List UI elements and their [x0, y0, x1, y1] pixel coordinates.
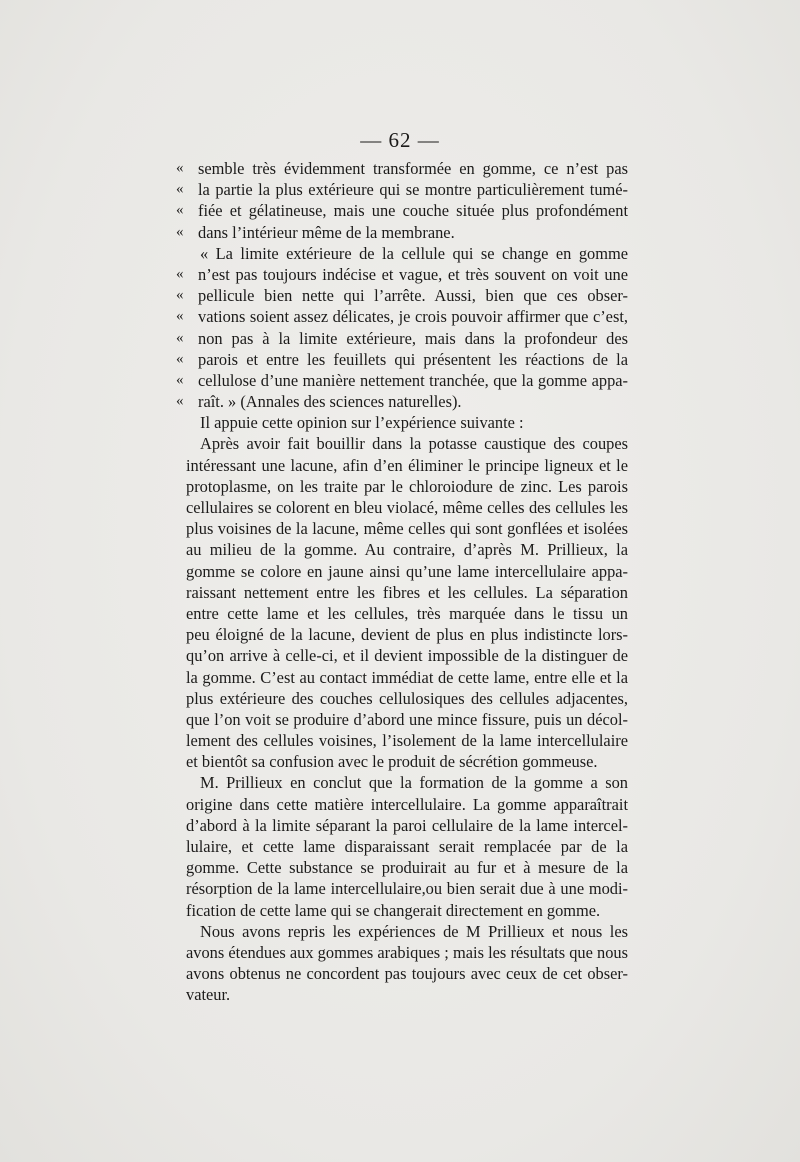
text-line	[176, 200, 628, 221]
line-text: vations soient assez délicates, je crois pouvoir affirmer que c’est,	[198, 307, 628, 327]
text-line	[176, 370, 628, 391]
line-text: origine dans cette matière intercellulaire. La gomme apparaîtrait	[186, 794, 628, 814]
text-line	[176, 391, 628, 412]
quote-mark: «	[176, 287, 184, 304]
line-text: et bientôt sa confusion avec le produit de sécrétion gommeuse.	[186, 752, 598, 772]
line-text: résorption de la lame intercellulaire,ou bien serait due à une modi-	[186, 879, 628, 899]
body-text	[176, 158, 628, 1006]
quote-mark: «	[176, 371, 184, 388]
quote-mark: «	[176, 393, 184, 410]
line-text: entre cette lame et les cellules, très marquée dans le tissu un	[186, 603, 628, 623]
text-line	[176, 306, 628, 327]
line-text: n’est pas toujours indécise et vague, et très souvent on voit une	[198, 264, 628, 284]
line-text: raît. » (Annales des sciences naturelles).	[198, 392, 462, 412]
quote-mark: «	[176, 202, 184, 219]
text-line	[186, 582, 628, 603]
quote-mark: «	[176, 350, 184, 367]
line-text: la gomme. C’est au contact immédiat de cette lame, entre elle et la	[186, 667, 628, 687]
line-text: vateur.	[186, 985, 231, 1005]
text-line	[176, 158, 628, 179]
text-line	[186, 900, 628, 921]
text-line	[176, 179, 628, 200]
text-line	[186, 518, 628, 539]
line-text: dans l’intérieur même de la membrane.	[198, 222, 455, 242]
text-line	[186, 815, 628, 836]
line-text: parois et entre les feuillets qui présentent les réactions de la	[198, 349, 628, 369]
quote-mark: «	[176, 329, 184, 346]
line-text: avons obtenus ne concordent pas toujours avec ceux de cet obser-	[186, 964, 628, 984]
line-text: « La limite extérieure de la cellule qui se change en gomme	[200, 243, 628, 263]
line-text: lement des cellules voisines, l’isolement de la lame intercellulaire	[186, 731, 628, 751]
line-text: non pas à la limite extérieure, mais dans la profondeur des	[198, 328, 628, 348]
text-line	[176, 349, 628, 370]
line-text: Après avoir fait bouillir dans la potasse caustique des coupes	[200, 434, 628, 454]
line-text: pellicule bien nette qui l’arrête. Aussi, bien que ces obser-	[198, 286, 628, 306]
text-line	[186, 730, 628, 751]
line-text: fication de cette lame qui se changerait directement en gomme.	[186, 900, 601, 920]
text-line	[186, 243, 628, 264]
line-text: semble très évidemment transformée en gomme, ce n’est pas	[198, 159, 628, 178]
text-line	[176, 285, 628, 306]
line-text: Nous avons repris les expériences de M Prillieux et nous les	[200, 921, 628, 941]
line-text: plus voisines de la lacune, même celles qui sont gonflées et isolées	[186, 519, 628, 539]
line-text: fiée et gélatineuse, mais une couche située plus profondément	[198, 201, 628, 221]
quote-mark: «	[176, 223, 184, 240]
line-text: que l’on voit se produire d’abord une mince fissure, puis un décol-	[186, 709, 628, 729]
line-text: Il appuie cette opinion sur l’expérience suivante :	[200, 413, 524, 433]
text-line	[186, 667, 628, 688]
line-text: raissant nettement entre les fibres et les cellules. La séparation	[186, 582, 628, 602]
line-text: au milieu de la gomme. Au contraire, d’après M. Prillieux, la	[186, 540, 628, 560]
text-line	[186, 921, 628, 942]
line-text: la partie la plus extérieure qui se montre particulièrement tumé-	[198, 180, 628, 200]
quote-mark: «	[176, 265, 184, 282]
quote-mark: «	[176, 181, 184, 198]
line-text: avons étendues aux gommes arabiques ; mais les résultats que nous	[186, 942, 628, 962]
text-line	[186, 455, 628, 476]
text-line	[176, 328, 628, 349]
text-line	[186, 794, 628, 815]
text-line	[186, 624, 628, 645]
quote-mark: «	[176, 308, 184, 325]
text-line	[186, 688, 628, 709]
page-number: — 62 —	[360, 128, 440, 152]
text-line	[186, 476, 628, 497]
line-text: qu’on arrive à celle-ci, et il devient impossible de la distinguer de	[186, 646, 628, 666]
line-text: M. Prillieux en conclut que la formation de la gomme a son	[200, 773, 628, 793]
text-line	[186, 709, 628, 730]
text-line	[186, 878, 628, 899]
text-line	[186, 645, 628, 666]
text-line	[186, 412, 628, 433]
text-line	[176, 222, 628, 243]
text-line	[186, 561, 628, 582]
text-line	[186, 433, 628, 454]
line-text: peu éloigné de la lacune, devient de plus en plus indistincte lors-	[186, 625, 628, 645]
line-text: d’abord à la limite séparant la paroi cellulaire de la lame intercel-	[186, 815, 628, 835]
text-line	[186, 857, 628, 878]
line-text: gomme se colore en jaune ainsi qu’une lame intercellulaire appa-	[186, 561, 628, 581]
text-line	[186, 539, 628, 560]
quote-mark: «	[176, 160, 184, 176]
line-text: cellulose d’une manière nettement tranchée, que la gomme appa-	[198, 370, 628, 390]
text-line	[186, 984, 628, 1005]
text-line	[186, 497, 628, 518]
line-text: lulaire, et cette lame disparaissant serait remplacée par de la	[186, 837, 628, 856]
text-line	[176, 264, 628, 285]
text-line	[186, 963, 628, 984]
line-text: gomme. Cette substance se produirait au fur et à mesure de la	[186, 858, 628, 878]
text-line	[186, 772, 628, 793]
text-line	[186, 836, 628, 857]
line-text: cellulaires se colorent en bleu violacé, même celles des cellules les	[186, 498, 628, 517]
line-text: plus extérieure des couches cellulosiques des cellules adjacentes,	[186, 688, 628, 708]
text-line	[186, 751, 628, 772]
text-line	[186, 603, 628, 624]
text-line	[186, 942, 628, 963]
line-text: intéressant une lacune, afin d’en éliminer le principe ligneux et le	[186, 455, 628, 475]
line-text: protoplasme, on les traite par le chloroiodure de zinc. Les parois	[186, 476, 628, 496]
